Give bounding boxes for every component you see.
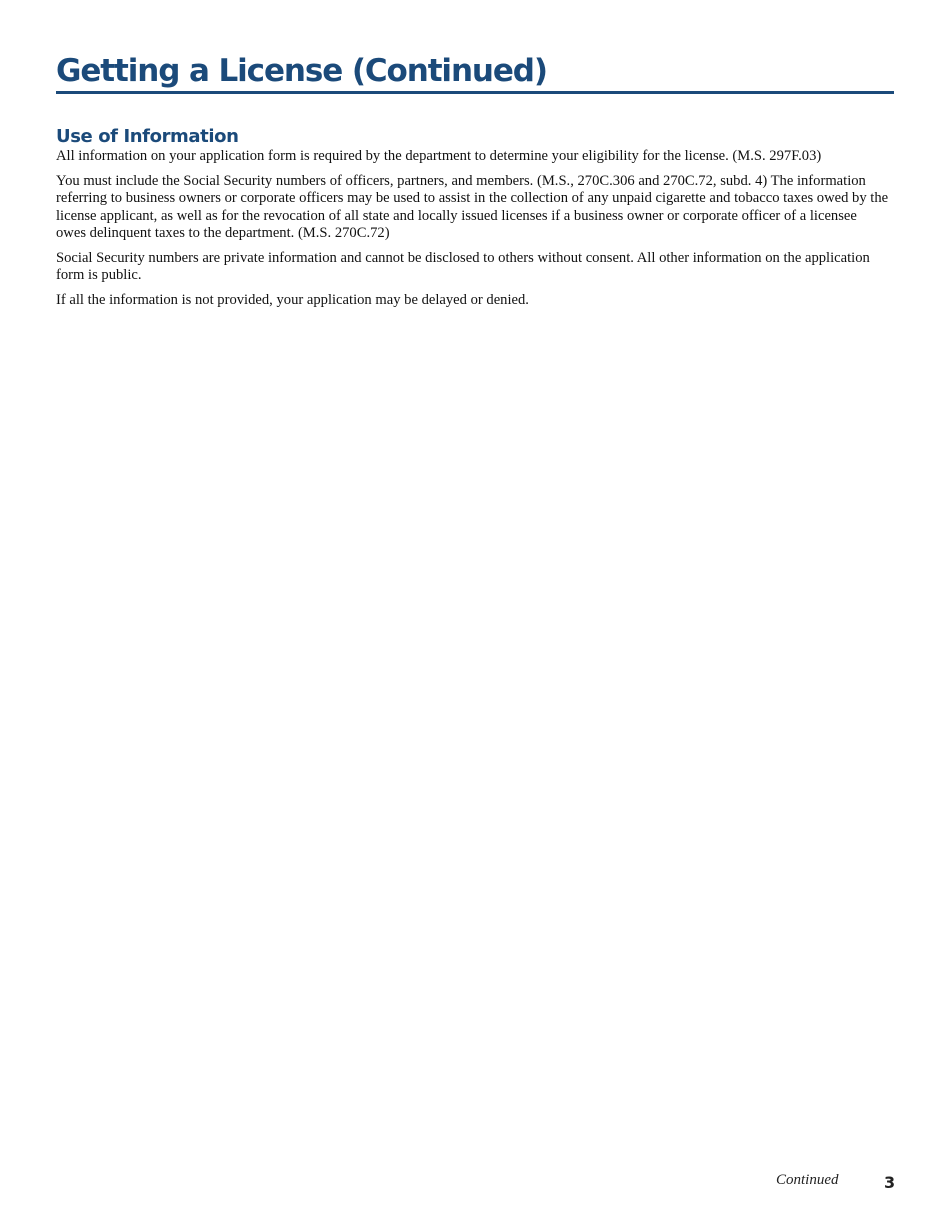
paragraph-social-security-requirement: You must include the Social Security numbers of officers, partners, and members. (M.S., 270C.306 and 270C.72, subd. 4) The information referring to business owners or corporate officers may be used to assist in the collection of any unpaid cigarette and tobacco taxes owed by the license applicant, as well as for the revocation of all state and locally issued licenses if a business owner or corporate officer of a licensee owes delinquent taxes to the department. (M.S. 270C.72) (56, 173, 889, 241)
use-of-information-section (56, 126, 890, 318)
section-heading: Use of Information (56, 126, 239, 147)
page-number: 3 (884, 1173, 896, 1192)
paragraph-eligibility: All information on your application form is required by the department to determine your eligibility for the license. (M.S. 297F.03) (56, 148, 822, 164)
continued-label: Continued (776, 1172, 839, 1188)
paragraph-privacy: Social Security numbers are private information and cannot be disclosed to others without consent. All other information on the application form is public. (56, 250, 870, 284)
page-title: Getting a License (Continued) (56, 53, 547, 89)
paragraph-incomplete-information: If all the information is not provided, your application may be delayed or denied. (56, 292, 529, 309)
title-underline-rule (56, 91, 894, 94)
